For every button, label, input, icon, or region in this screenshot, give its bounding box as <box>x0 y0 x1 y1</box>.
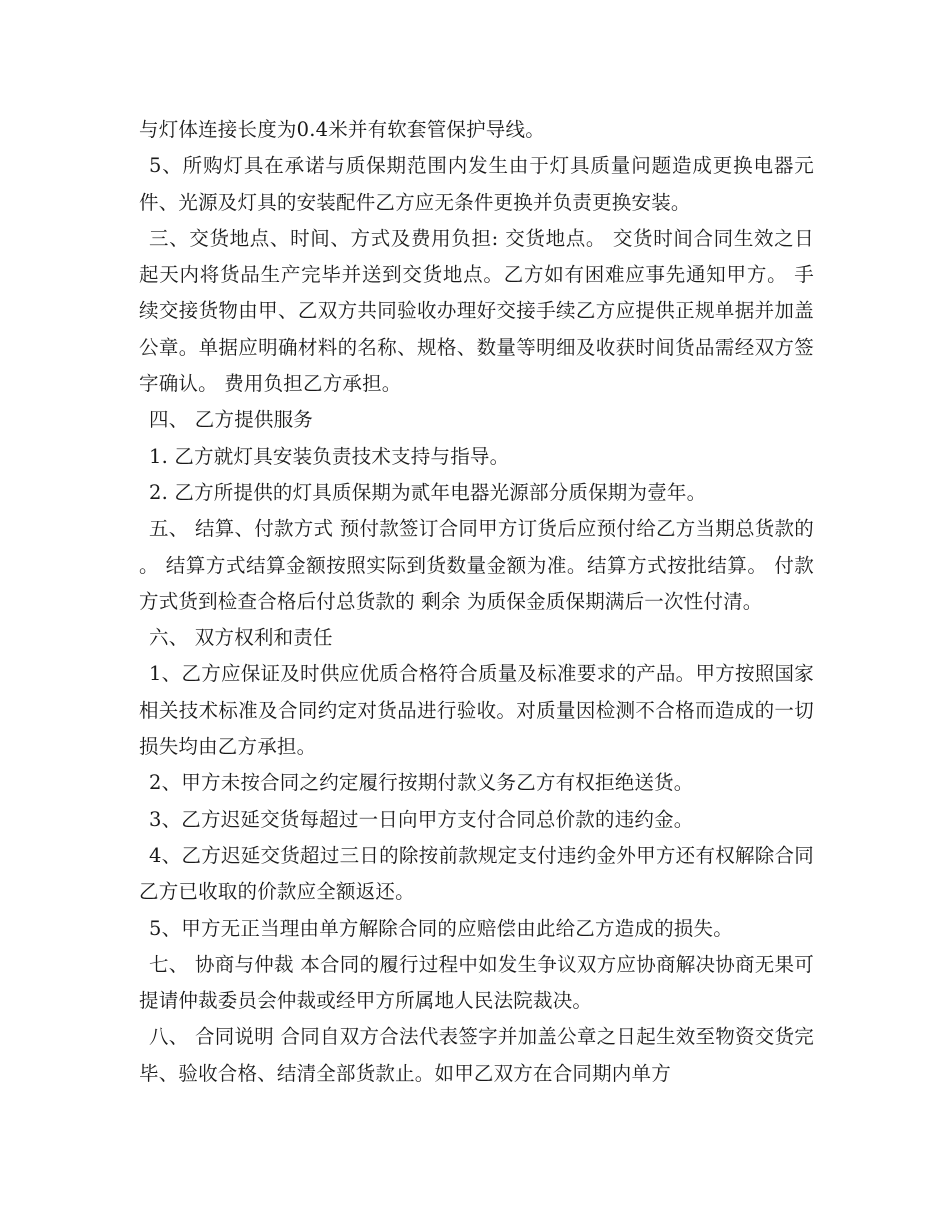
paragraph-rights-3: 3、乙方迟延交货每超过一日向甲方支付合同总价款的违约金。 <box>149 807 694 831</box>
document-body <box>139 112 821 1092</box>
paragraph-contract-notes: 八、 合同说明 合同自双方合法代表签字并加盖公章之日起生效至物资交货完毕、验收合格、结清全部货款止。如甲乙双方在合同期内单方 <box>139 1025 814 1085</box>
section-heading-services: 四、 乙方提供服务 <box>149 408 313 432</box>
paragraph-wire-length: 与灯体连接长度为0.4米并有软套管保护导线。 <box>139 118 545 141</box>
section-heading-rights: 六、 双方权利和责任 <box>149 626 333 650</box>
paragraph-service-2: 2. 乙方所提供的灯具质保期为贰年电器光源部分质保期为壹年。 <box>149 480 707 504</box>
paragraph-rights-4: 4、乙方迟延交货超过三日的除按前款规定支付违约金外甲方还有权解除合同乙方已收取的价款应全额返还。 <box>139 843 814 904</box>
paragraph-warranty-replacement: 5、所购灯具在承诺与质保期范围内发生由于灯具质量问题造成更换电器元件、光源及灯具的安装配件乙方应无条件更换并负责更换安装。 <box>139 154 814 214</box>
paragraph-delivery: 三、交货地点、时间、方式及费用负担: 交货地点。 交货时间合同生效之日起天内将货品生产完毕并送到交货地点。乙方如有困难应事先通知甲方。 手续交接货物由甲、乙双方共同验收办理好交接手续乙方应提供正规单据并加盖公章。单据应明确材料的名称、规格、数量等明细及收获时间货品需经双方签字确认。 费用负担乙方承担。 <box>139 226 814 396</box>
paragraph-rights-1: 1、乙方应保证及时供应优质合格符合质量及标准要求的产品。甲方按照国家相关技术标准及合同约定对货品进行验收。对质量因检测不合格而造成的一切损失均由乙方承担。 <box>139 662 814 759</box>
paragraph-rights-2: 2、甲方未按合同之约定履行按期付款义务乙方有权拒绝送货。 <box>149 771 694 795</box>
paragraph-arbitration: 七、 协商与仲裁 本合同的履行过程中如发生争议双方应协商解决协商无果可提请仲裁委员会仲裁或经甲方所属地人民法院裁决。 <box>139 952 814 1013</box>
paragraph-rights-5: 5、甲方无正当理由单方解除合同的应赔偿由此给乙方造成的损失。 <box>149 916 733 940</box>
paragraph-service-1: 1. 乙方就灯具安装负责技术支持与指导。 <box>149 444 510 468</box>
paragraph-settlement: 五、 结算、付款方式 预付款签订合同甲方订货后应预付给乙方当期总货款的 。 结算方式结算金额按照实际到货数量金额为准。结算方式按批结算。 付款方式货到检查合格后付总货款的 剩余 为质保金质保期满后一次性付清。 <box>139 517 821 613</box>
